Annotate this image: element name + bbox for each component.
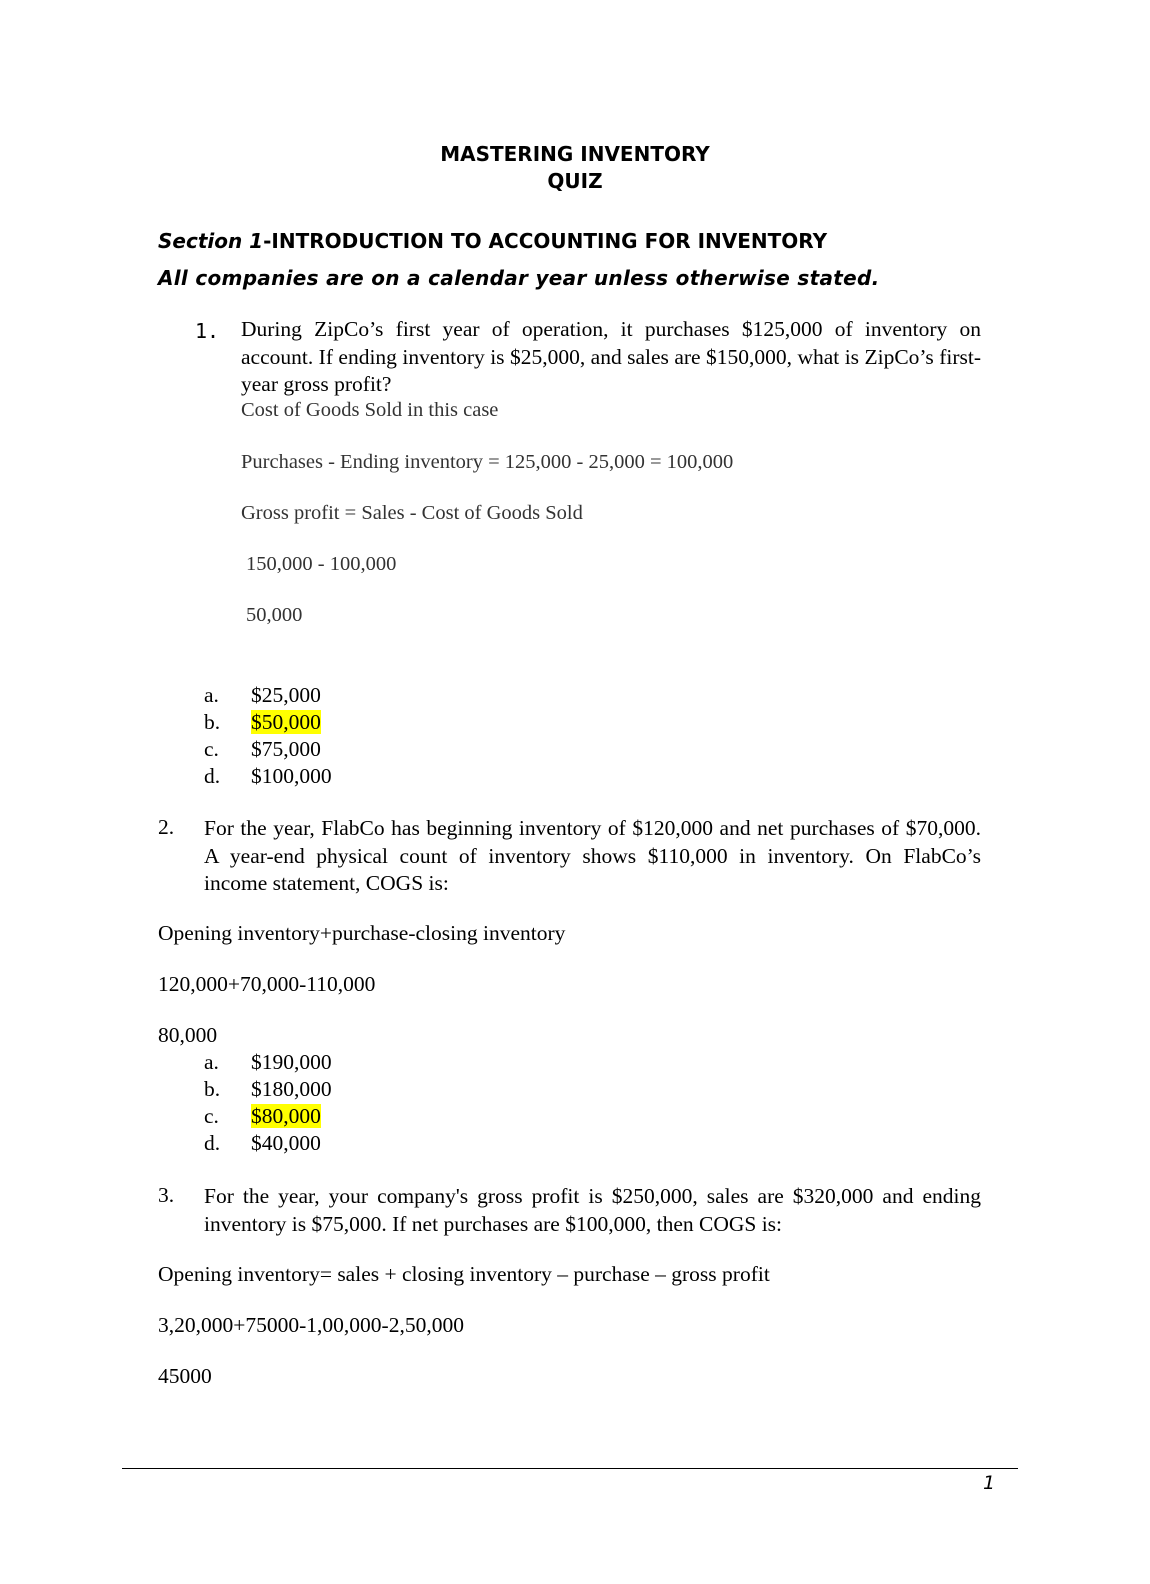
q1-text: During ZipCo’s first year of operation, it purchases $125,000 of inventory on account. If ending inventory is $25,000, and sales are $150,000, what is ZipCo’s first-year gross profit? — [241, 317, 981, 397]
q2-work-line: Opening inventory+purchase-closing inventory — [158, 921, 566, 945]
q2-option-text: $40,000 — [251, 1131, 321, 1155]
q2-option-letter: d. — [204, 1131, 221, 1155]
q2-option-letter: b. — [204, 1077, 221, 1101]
footer-rule — [122, 1468, 1018, 1469]
q2-option-letter: a. — [204, 1050, 219, 1074]
document-title-line1: MASTERING INVENTORY — [440, 142, 710, 166]
q2-option-text: $180,000 — [251, 1077, 332, 1101]
q1-option-letter: b. — [204, 710, 221, 734]
q1-option-text: $75,000 — [251, 737, 321, 761]
q1-work-line: Cost of Goods Sold in this case — [241, 399, 499, 421]
q1-option-text: $100,000 — [251, 764, 332, 788]
section-name: -INTRODUCTION TO ACCOUNTING FOR INVENTORY — [263, 229, 828, 253]
q2-work-line: 120,000+70,000-110,000 — [158, 972, 376, 996]
section-prefix: Section 1 — [158, 229, 264, 253]
q2-work-line: 80,000 — [158, 1023, 218, 1047]
q3-text: For the year, your company's gross profit is $250,000, sales are $320,000 and ending inventory is $75,000. If net purchases are $100,000, then COGS is: — [204, 1184, 981, 1236]
q1-option-letter: c. — [204, 737, 219, 761]
q2-text: For the year, FlabCo has beginning inventory of $120,000 and net purchases of $70,000. A year-end physical count of inventory shows $110,000 in inventory. On FlabCo’s income statement, COGS is: — [204, 816, 981, 896]
q1-work-line: Purchases - Ending inventory = 125,000 - 25,000 = 100,000 — [241, 451, 734, 473]
q1-work-line: Gross profit = Sales - Cost of Goods Sold — [241, 502, 583, 524]
q3-number: 3. — [158, 1183, 175, 1207]
q2-option-letter: c. — [204, 1104, 219, 1128]
q1-work-line: 150,000 - 100,000 — [246, 553, 397, 575]
q1-work-line: 50,000 — [246, 604, 303, 626]
q2-option-text: $190,000 — [251, 1050, 332, 1074]
page-number: 1 — [983, 1472, 996, 1494]
q1-option-text: $25,000 — [251, 683, 321, 707]
section-note: All companies are on a calendar year unless otherwise stated. — [158, 266, 880, 290]
q2-number: 2. — [158, 815, 175, 839]
q1-option-letter: d. — [204, 764, 221, 788]
section-heading — [158, 229, 827, 253]
q3-work-line: 45000 — [158, 1364, 212, 1388]
q1-option-text-highlighted: $50,000 — [251, 710, 321, 734]
q1-option-letter: a. — [204, 683, 219, 707]
q3-work-line: Opening inventory= sales + closing inventory – purchase – gross profit — [158, 1262, 770, 1286]
document-title-line2: QUIZ — [547, 169, 603, 193]
q1-number: 1. — [195, 319, 220, 343]
q2-option-text-highlighted: $80,000 — [251, 1104, 321, 1128]
q3-work-line: 3,20,000+75000-1,00,000-2,50,000 — [158, 1313, 464, 1337]
